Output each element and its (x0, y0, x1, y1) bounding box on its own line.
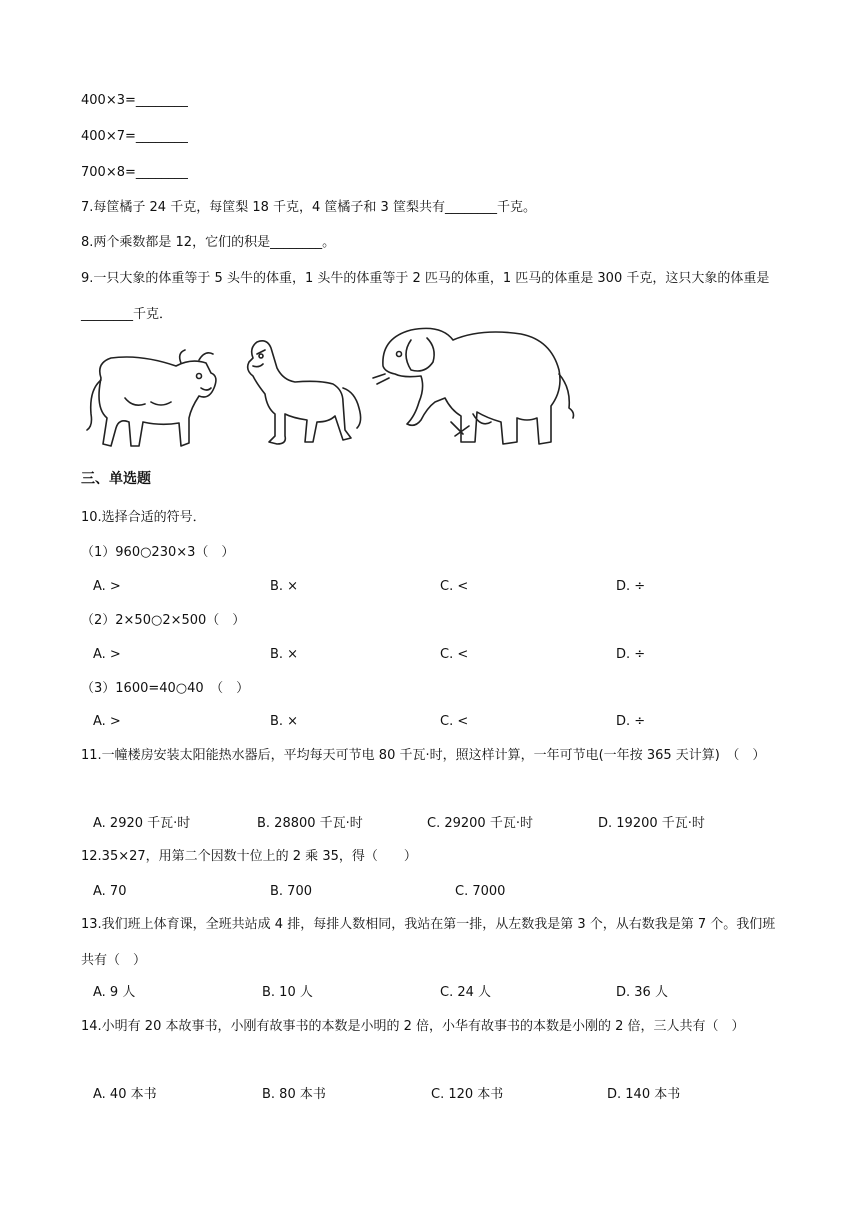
option-a[interactable]: A. 2920 千瓦·时 (93, 816, 191, 831)
question-14-stem: 14.小明有 20 本故事书，小刚有故事书的本数是小明的 2 倍，小华有故事书的本数是小刚的 2 倍，三人共有（ ） (81, 1019, 745, 1034)
option-d[interactable]: D. 36 人 (616, 985, 668, 1000)
option-c[interactable]: C. 24 人 (440, 985, 492, 1000)
option-b[interactable]: B. × (270, 579, 299, 594)
option-c[interactable]: C. < (440, 579, 469, 594)
fill-blank-line: 400×3=________ (81, 93, 188, 108)
animals-illustration (81, 318, 581, 458)
option-a[interactable]: A. > (93, 714, 121, 729)
cow-drawing (87, 350, 216, 446)
question-7: 7.每筐橘子 24 千克，每筐梨 18 千克，4 筐橘子和 3 筐梨共有________千克。 (81, 200, 536, 215)
option-a[interactable]: A. 70 (93, 884, 127, 899)
option-d[interactable]: D. ÷ (616, 714, 646, 729)
section-title: 三、单选题 (81, 471, 151, 487)
elephant-drawing (373, 328, 574, 444)
option-a[interactable]: A. > (93, 579, 121, 594)
option-d[interactable]: D. ÷ (616, 579, 646, 594)
question-11-stem: 11.一幢楼房安装太阳能热水器后，平均每天可节电 80 千瓦·时，照这样计算，一年可节电(一年按 365 天计算) （ ） (81, 748, 766, 763)
option-b[interactable]: B. 10 人 (262, 985, 313, 1000)
option-c[interactable]: C. 29200 千瓦·时 (427, 816, 533, 831)
horse-drawing (248, 341, 361, 444)
question-10-stem: 10.选择合适的符号． (81, 510, 206, 525)
question-13-stem: 13.我们班上体育课，全班共站成 4 排，每排人数相同，我站在第一排，从左数我是第 3 个，从右数我是第 7 个。我们班共有（ ） (81, 917, 776, 968)
option-c[interactable]: C. < (440, 647, 469, 662)
option-d[interactable]: D. ÷ (616, 647, 646, 662)
fill-blank-line: 700×8=________ (81, 165, 188, 180)
question-8: 8.两个乘数都是 12，它们的积是________。 (81, 235, 336, 250)
option-b[interactable]: B. 80 本书 (262, 1087, 326, 1102)
option-c[interactable]: C. < (440, 714, 469, 729)
option-b[interactable]: B. 28800 千瓦·时 (257, 816, 363, 831)
question-10-sub-1: （1）960○230×3（ ） (81, 545, 235, 560)
option-c[interactable]: C. 7000 (455, 884, 506, 899)
option-b[interactable]: B. × (270, 714, 299, 729)
option-a[interactable]: A. 9 人 (93, 985, 136, 1000)
question-10-sub-3: （3）1600=40○40 （ ） (81, 681, 250, 696)
option-c[interactable]: C. 120 本书 (431, 1087, 504, 1102)
option-a[interactable]: A. > (93, 647, 121, 662)
question-12-stem: 12.35×27，用第二个因数十位上的 2 乘 35，得（ ） (81, 849, 417, 864)
option-b[interactable]: B. × (270, 647, 299, 662)
option-d[interactable]: D. 140 本书 (607, 1087, 681, 1102)
option-b[interactable]: B. 700 (270, 884, 312, 899)
option-d[interactable]: D. 19200 千瓦·时 (598, 816, 705, 831)
option-a[interactable]: A. 40 本书 (93, 1087, 157, 1102)
fill-blank-line: 400×7=________ (81, 129, 188, 144)
question-9: 9.一只大象的体重等于 5 头牛的体重，1 头牛的体重等于 2 匹马的体重，1 匹马的体重是 300 千克，这只大象的体重是________千克． (81, 271, 770, 322)
question-10-sub-2: （2）2×50○2×500（ ） (81, 613, 246, 628)
